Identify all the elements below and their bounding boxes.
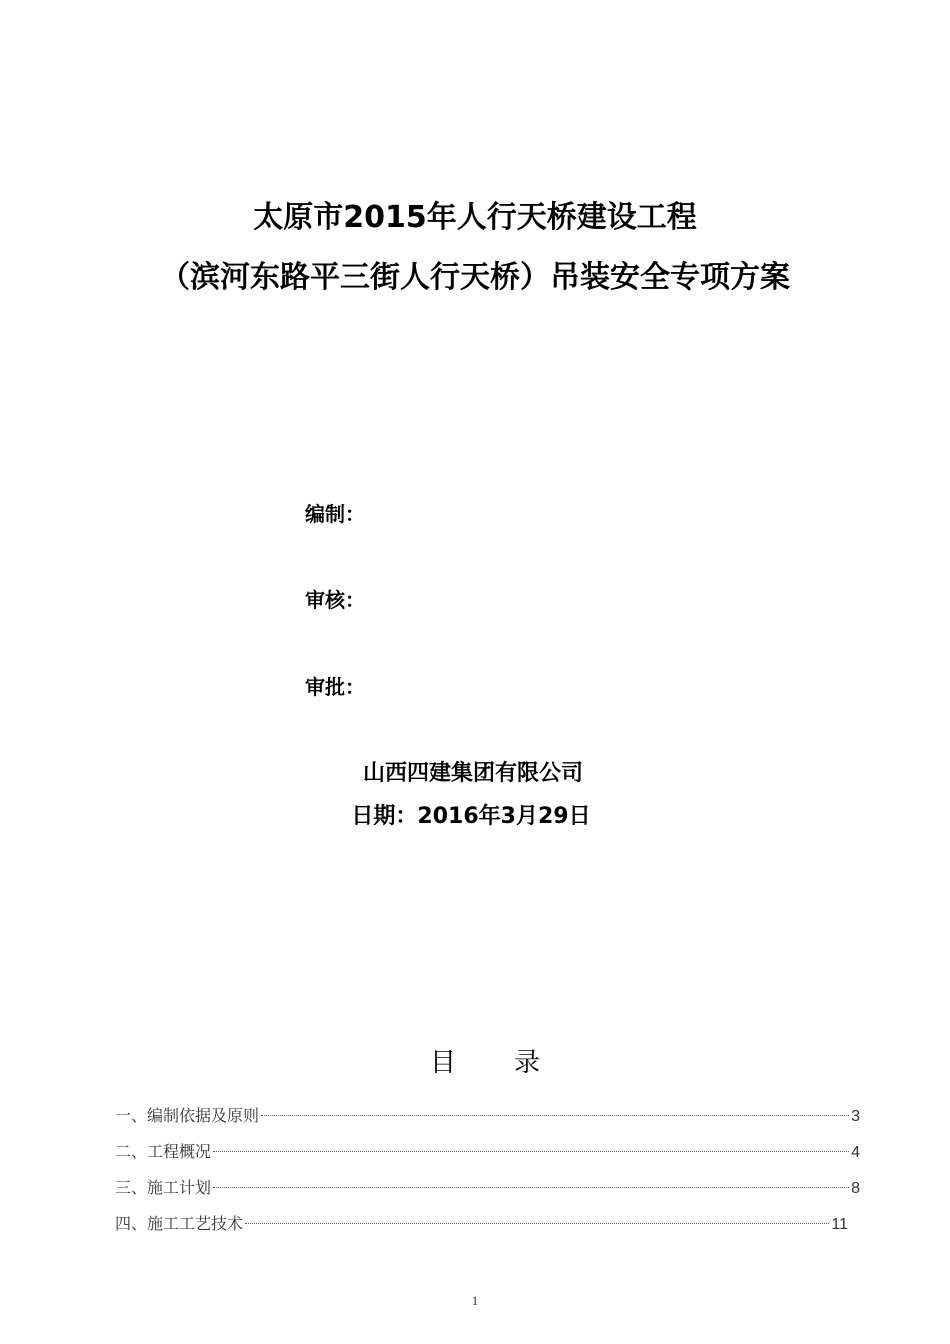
toc-entry-label: 一、编制依据及原则 — [115, 1106, 260, 1125]
table-of-contents — [115, 1104, 860, 1248]
toc-entry[interactable] — [115, 1176, 860, 1212]
toc-heading-right: 录 — [514, 1048, 541, 1078]
toc-dot-leader — [213, 1187, 849, 1188]
toc-heading-left: 目 — [430, 1048, 457, 1078]
toc-dot-leader — [213, 1151, 849, 1152]
toc-entry-label: 二、工程概况 — [115, 1142, 212, 1161]
document-date: 日期：2016年3月29日 — [351, 804, 591, 829]
page-number: 1 — [471, 1293, 479, 1308]
toc-entry-label: 三、施工计划 — [115, 1178, 212, 1197]
toc-dot-leader — [245, 1223, 829, 1224]
toc-entry[interactable] — [115, 1104, 860, 1140]
toc-entry-page: 4 — [851, 1144, 860, 1161]
toc-entry-page: 11 — [831, 1216, 848, 1233]
toc-dot-leader — [261, 1115, 849, 1116]
toc-entry[interactable] — [115, 1140, 860, 1176]
compiled-by-label: 编制： — [305, 502, 365, 526]
toc-entry-label: 四、施工工艺技术 — [115, 1214, 244, 1233]
toc-entry-page: 8 — [851, 1180, 860, 1197]
company-name: 山西四建集团有限公司 — [362, 761, 583, 786]
toc-entry[interactable] — [115, 1212, 848, 1248]
toc-entry-page: 3 — [851, 1108, 860, 1125]
approved-by-label: 审批： — [305, 675, 365, 699]
document-title-line-2: （滨河东路平三街人行天桥）吊装安全专项方案 — [160, 260, 790, 295]
reviewed-by-label: 审核： — [305, 588, 365, 612]
document-title-line-1: 太原市2015年人行天桥建设工程 — [253, 200, 697, 235]
toc-heading — [430, 1046, 540, 1080]
